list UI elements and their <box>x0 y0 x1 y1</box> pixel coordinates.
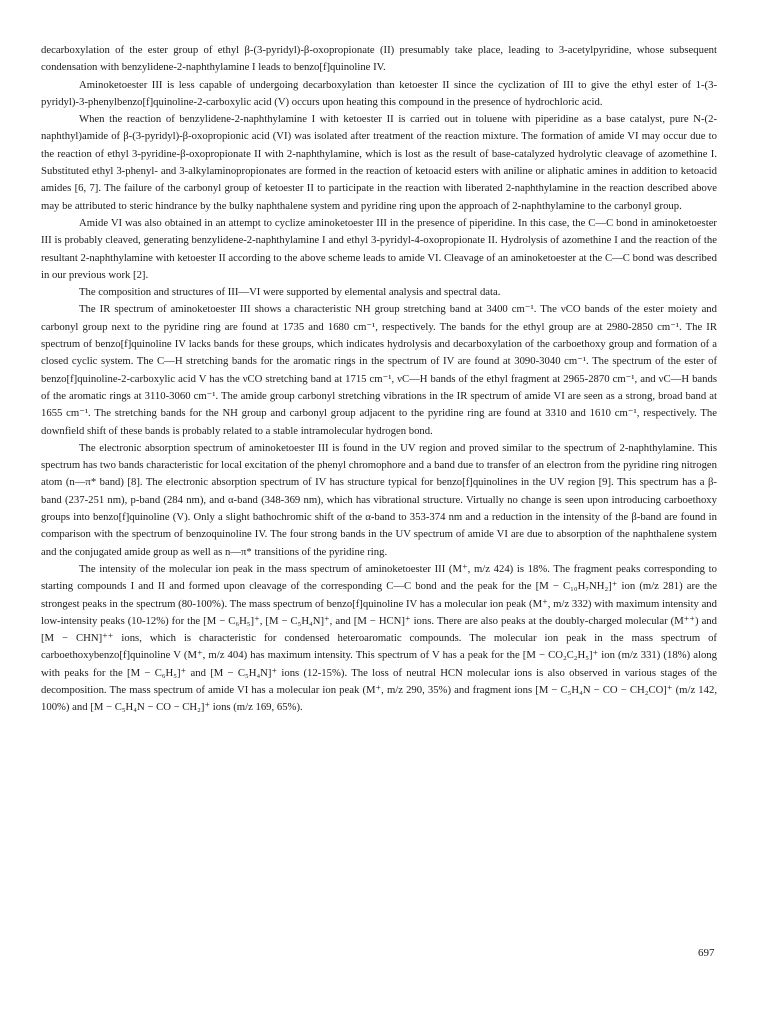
paragraph-mass-spectrum: The intensity of the molecular ion peak in the mass spectrum of aminoketoester III (M⁺, m/z 424) is 18%. The fragment peaks corresponding to starting compounds I and II and formed upon cleavage of the corresponding C—C bond and the peak for the [M − C₁₀H₇NH₂]⁺ ion (m/z 281) are the strongest peaks in the spectrum (80-100%). The mass spectrum of benzo[f]quinoline IV has a molecular ion peak (M⁺, m/z 332) with maximum intensity and low-intensity peaks (10-12%) for the [M − C₆H₅]⁺, [M − C₅H₄N]⁺, and [M − HCN]⁺ ions. There are also peaks at the doubly-charged molecular (M⁺⁺) and [M − CHN]⁺⁺ ions, which is characteristic for condensed heteroaromatic compounds. The molecular ion peak in the mass spectrum of carboethoxybenzo[f]quinoline V (M⁺, m/z 404) has maximum intensity. This spectrum of V has a peak for the [M − CO₂C₂H₅]⁺ ion (m/z 331) (18%) along with peaks for the [M − C₆H₅]⁺ and [M − C₅H₄N]⁺ ions (12-15%). The loss of neutral HCN molecular ions is also observed in various stages of the decomposition. The mass spectrum of amide VI has a molecular ion peak (M⁺, m/z 290, 35%) and fragment ions [M − C₅H₄N − CO − CH₂CO]⁺ (m/z 142, 100%) and [M − C₅H₄N − CO − CH₂]⁺ ions (m/z 169, 65%). <box>41 562 717 714</box>
paragraph-ir-spectrum: The IR spectrum of aminoketoester III shows a characteristic NH group stretching band at 3400 cm⁻¹. The νCO bands of the ester moiety and carbonyl group next to the pyridine ring are found at 1735 and 1680 cm⁻¹, respectively. The bands for the ethyl group are at 2980-2850 cm⁻¹. The IR spectrum of benzo[f]quinoline IV lacks bands for these groups, which indicates hydrolysis and decarboxylation of the carboethoxy group and formation of a closed cyclic system. The C—H stretching bands for the aromatic rings in the spectrum of IV are found at 3090-3040 cm⁻¹. The spectrum of the ester of benzo[f]quinoline-2-carboxylic acid V has the νCO stretching band at 1715 cm⁻¹, νC—H bands of the ethyl fragment at 2965-2870 cm⁻¹, and νC—H bands of the aromatic rings at 3110-3060 cm⁻¹. The amide group carbonyl stretching vibrations in the IR spectrum of amide VI are seen as a strong, broad band at 1655 cm⁻¹. The stretching bands for the NH group and carbonyl group adjacent to the pyridine ring are found at 3310 and 1610 cm⁻¹, respectively. The downfield shift of these bands is probably related to a stable intramolecular hydrogen bond. <box>41 303 717 437</box>
paragraph-uv-spectrum: The electronic absorption spectrum of aminoketoester III is found in the UV region and proved similar to the spectrum of 2-naphthylamine. This spectrum has two bands characteristic for local excitation of the phenyl chromophore and a band due to transfer of an electron from the pyridine ring nitrogen atom (n—π* band) [8]. The electronic absorption spectrum of IV has structure typical for benzo[f]quinolines in the UV region [9]. This spectrum has a β-band (237-251 nm), p-band (284 nm), and α-band (348-369 nm), which has vibrational structure. Virtually no change is seen upon introducing carboethoxy groups into benzo[f]quinoline (V). Only a slight bathochromic shift of the α-band to 353-374 nm and a reduction in the intensity of the β-band are found in comparison with the spectrum of benzoquinoline IV. The four strong bands in the UV spectrum of amide VI are due to absorption of the naphthalene system and the conjugated amide group as well as n—π* transitions of the pyridine ring. <box>41 441 717 558</box>
page-number: 697 <box>698 947 715 959</box>
paragraph-aminoketoester-cyclization: Aminoketoester III is less capable of undergoing decarboxylation than ketoester II since the cyclization of III to give the ethyl ester of 1-(3-pyridyl)-3-phenylbenzo[f]quinoline-2-carboxylic acid (V) occurs upon heating this compound in the presence of hydrochloric acid. <box>41 78 717 108</box>
paragraph-amide-formation: When the reaction of benzylidene-2-naphthylamine I with ketoester II is carried out in toluene with piperidine as a base catalyst, pure N-(2-naphthyl)amide of β-(3-pyridyl)-β-oxopropionic acid (VI) was isolated after treatment of the reaction mixture. The formation of amide VI may occur due to the reaction of ethyl 3-pyridine-β-oxopropionate II with 2-naphthylamine, which is lost as the result of base-catalyzed hydrolytic cleavage of azomethine I. Substituted ethyl 3-phenyl- and 3-alkylaminopropionates are formed in the reaction of ketoacid esters with aniline or aliphatic amines in addition to ketoacid amides [6, 7]. The failure of the carbonyl group of ketoester II to participate in the reaction with liberated 2-naphthylamine in the reaction described above may be attributed to steric hindrance by the bulky naphthalene system and pyridine ring upon the approach of 2-naphthylamine to the carbonyl group. <box>41 113 717 212</box>
paragraph-composition: The composition and structures of III—VI were supported by elemental analysis and spectral data. <box>79 286 501 299</box>
paragraph-continuation: decarboxylation of the ester group of ethyl β-(3-pyridyl)-β-oxopropionate (II) presumably take place, leading to 3-acetylpyridine, whose subsequent condensation with benzylidene-2-naphthylamine I leads to benzo[f]quinoline IV. <box>41 44 717 74</box>
paragraph-amide-piperidine: Amide VI was also obtained in an attempt to cyclize aminoketoester III in the presence of piperidine. In this case, the C—C bond in aminoketoester III is probably cleaved, generating benzylidene-2-naphthylamine I and ethyl 3-pyridyl-4-oxopropionate II. Hydrolysis of azomethine I and the reaction of the resultant 2-naphthylamine with ketoester II according to the above scheme leads to amide VI. Cleavage of an aminoketoester at the C—C bond was described in our previous work [2]. <box>41 216 717 281</box>
body-text <box>41 42 717 717</box>
